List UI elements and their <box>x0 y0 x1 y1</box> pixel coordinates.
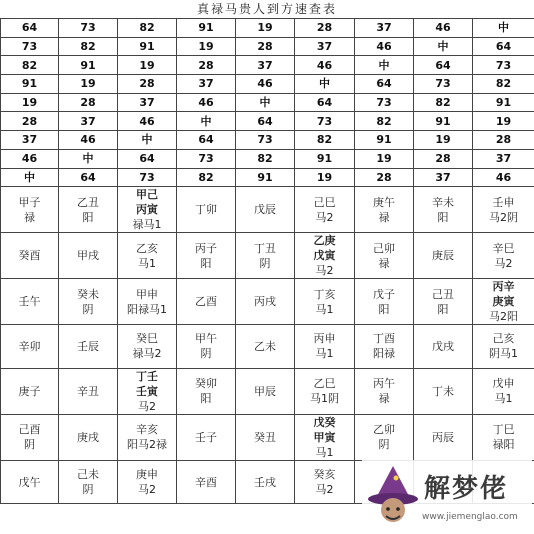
ganzhi-cell <box>355 233 414 279</box>
ganzhi-cell <box>355 279 414 325</box>
cell-line: 乙巳 <box>313 377 336 391</box>
ganzhi-cell <box>59 368 118 414</box>
number-cell: 64 <box>473 37 534 56</box>
ganzhi-cell <box>236 187 295 233</box>
number-cell: 82 <box>473 75 534 94</box>
number-cell: 19 <box>1 93 59 112</box>
cell-line: 禄 <box>378 210 390 224</box>
cell-line: 壬辰 <box>77 339 99 353</box>
cell-line: 禄马2 <box>132 347 162 361</box>
cell-line: 甲己 <box>136 188 158 202</box>
ganzhi-cell <box>414 368 473 414</box>
cell-line: 马2 <box>315 483 334 497</box>
ganzhi-cell <box>118 279 177 325</box>
number-cell: 82 <box>118 19 177 38</box>
cell-line: 丁亥 <box>313 287 336 301</box>
ganzhi-cell <box>177 460 236 504</box>
number-cell: 37 <box>295 37 355 56</box>
ganzhi-cell <box>1 233 59 279</box>
ganzhi-cell <box>355 414 414 460</box>
number-cell: 28 <box>177 56 236 75</box>
ganzhi-cell <box>473 414 534 460</box>
cell-line: 阴 <box>82 302 94 316</box>
ganzhi-cell <box>236 414 295 460</box>
cell-line: 阳禄 <box>373 347 395 361</box>
cell-line: 乙未 <box>254 339 276 353</box>
cell-line: 庚子 <box>18 384 41 398</box>
cell-line: 甲寅 <box>313 430 336 444</box>
number-cell: 91 <box>473 93 534 112</box>
cell-line: 禄阳 <box>492 438 515 452</box>
number-cell: 91 <box>59 56 118 75</box>
ganzhi-cell <box>295 187 355 233</box>
cell-line: 丙辰 <box>432 430 454 444</box>
number-cell: 19 <box>414 131 473 150</box>
cell-line: 丙午 <box>373 377 395 391</box>
number-cell: 37 <box>473 149 534 168</box>
cell-line: 马2 <box>315 264 334 278</box>
number-row <box>1 93 534 112</box>
number-cell: 37 <box>236 56 295 75</box>
cell-line: 戊辰 <box>254 203 276 217</box>
ganzhi-cell <box>355 187 414 233</box>
cell-line: 戊寅 <box>313 249 336 263</box>
ganzhi-cell <box>59 279 118 325</box>
ganzhi-cell <box>59 460 118 504</box>
number-cell: 91 <box>1 75 59 94</box>
number-row <box>1 168 534 187</box>
cell-line: 庚戌 <box>77 430 99 444</box>
cell-line: 辛未 <box>432 195 454 209</box>
number-cell: 19 <box>355 149 414 168</box>
ganzhi-cell <box>118 414 177 460</box>
cell-line: 壬子 <box>195 430 217 444</box>
cell-line: 戊癸 <box>313 415 336 429</box>
number-cell: 64 <box>59 168 118 187</box>
ganzhi-cell <box>414 187 473 233</box>
cell-line: 癸丑 <box>254 430 276 444</box>
number-cell: 37 <box>1 131 59 150</box>
cell-line: 戊申 <box>492 377 515 391</box>
cell-line: 癸巳 <box>136 332 158 346</box>
cell-line: 乙卯 <box>373 423 395 437</box>
cell-line: 辛亥 <box>136 423 158 437</box>
number-row <box>1 112 534 131</box>
number-cell: 28 <box>355 168 414 187</box>
lookup-table <box>0 18 534 504</box>
cell-line: 禄 <box>24 210 35 224</box>
cell-line: 马1 <box>138 256 156 270</box>
cell-line: 阳 <box>378 302 390 316</box>
number-cell: 中 <box>59 149 118 168</box>
number-cell: 19 <box>236 19 295 38</box>
cell-line: 禄马1 <box>132 218 162 232</box>
cell-line: 马2 <box>138 399 156 413</box>
number-cell: 64 <box>295 93 355 112</box>
ganzhi-cell <box>236 460 295 504</box>
cell-line: 丁未 <box>432 384 454 398</box>
cell-line: 甲子 <box>18 195 41 209</box>
cell-line: 乙酉 <box>195 295 217 309</box>
cell-line: 甲辰 <box>254 384 276 398</box>
cell-line: 己酉 <box>18 423 41 437</box>
number-cell: 37 <box>118 93 177 112</box>
ganzhi-cell <box>473 368 534 414</box>
cell-line: 禄 <box>378 392 390 406</box>
cell-line: 己巳 <box>313 195 336 209</box>
number-cell: 19 <box>295 168 355 187</box>
cell-line: 阳 <box>437 302 449 316</box>
cell-line: 阴马1 <box>489 347 518 361</box>
cell-line: 马1 <box>315 347 334 361</box>
cell-line: 阴 <box>82 483 94 497</box>
ganzhi-cell <box>295 414 355 460</box>
number-row <box>1 37 534 56</box>
number-cell: 64 <box>355 75 414 94</box>
cell-line: 阳 <box>82 210 94 224</box>
number-cell: 73 <box>59 19 118 38</box>
number-cell: 中 <box>414 37 473 56</box>
number-cell: 46 <box>355 37 414 56</box>
number-cell: 73 <box>118 168 177 187</box>
number-cell: 中 <box>118 131 177 150</box>
cell-line: 阳禄马1 <box>127 302 167 316</box>
cell-line: 阴 <box>378 438 390 452</box>
number-cell: 91 <box>414 112 473 131</box>
ganzhi-cell <box>59 187 118 233</box>
ganzhi-cell <box>295 368 355 414</box>
number-cell: 28 <box>473 131 534 150</box>
ganzhi-cell <box>177 368 236 414</box>
cell-line: 庚申 <box>136 468 158 482</box>
cell-line: 庚寅 <box>492 295 515 309</box>
ganzhi-cell <box>59 325 118 369</box>
number-cell: 64 <box>236 112 295 131</box>
ganzhi-cell <box>295 460 355 504</box>
number-cell: 82 <box>414 93 473 112</box>
ganzhi-cell <box>414 325 473 369</box>
ganzhi-cell <box>236 233 295 279</box>
number-cell: 中 <box>295 75 355 94</box>
cell-line: 禄 <box>378 256 390 270</box>
cell-line: 庚午 <box>373 195 395 209</box>
cell-line: 马1 <box>315 445 334 459</box>
number-cell: 73 <box>414 75 473 94</box>
ganzhi-cell <box>414 279 473 325</box>
cell-line: 阴 <box>200 347 212 361</box>
cell-line: 辛卯 <box>18 339 41 353</box>
number-cell: 19 <box>118 56 177 75</box>
number-cell: 91 <box>118 37 177 56</box>
ganzhi-row <box>1 368 534 414</box>
number-cell: 91 <box>177 19 236 38</box>
ganzhi-cell <box>1 414 59 460</box>
cell-line: 庚辰 <box>432 249 454 263</box>
ganzhi-cell <box>59 414 118 460</box>
cell-line: 戊午 <box>18 475 41 489</box>
cell-line: 马1阴 <box>310 392 339 406</box>
number-cell: 91 <box>236 168 295 187</box>
cell-line: 马2 <box>494 256 513 270</box>
ganzhi-cell <box>1 325 59 369</box>
cell-line: 乙庚 <box>313 234 336 248</box>
ganzhi-cell <box>177 233 236 279</box>
cell-line: 阳马2禄 <box>127 438 167 452</box>
ganzhi-cell <box>177 187 236 233</box>
cell-line: 马1 <box>315 302 334 316</box>
cell-line: 癸酉 <box>18 249 41 263</box>
ganzhi-cell <box>355 368 414 414</box>
number-cell: 中 <box>1 168 59 187</box>
cell-line: 丁卯 <box>195 203 217 217</box>
number-cell: 28 <box>236 37 295 56</box>
cell-line: 丙寅 <box>136 203 158 217</box>
cell-line: 癸亥 <box>313 468 336 482</box>
number-cell: 37 <box>59 112 118 131</box>
number-row <box>1 19 534 38</box>
cell-line: 辛丑 <box>77 384 99 398</box>
number-cell: 19 <box>177 37 236 56</box>
number-cell: 82 <box>295 131 355 150</box>
cell-line: 马2阳 <box>489 310 518 324</box>
number-cell: 28 <box>414 149 473 168</box>
ganzhi-cell <box>295 279 355 325</box>
ganzhi-cell <box>118 325 177 369</box>
ganzhi-cell <box>1 460 59 504</box>
number-cell: 91 <box>295 149 355 168</box>
number-cell: 46 <box>118 112 177 131</box>
cell-line: 己卯 <box>373 241 395 255</box>
cell-line: 丁丑 <box>254 241 276 255</box>
ganzhi-cell <box>59 233 118 279</box>
cell-line: 马2阴 <box>489 210 518 224</box>
cell-line: 阳 <box>437 210 449 224</box>
number-cell: 64 <box>118 149 177 168</box>
number-cell: 46 <box>177 93 236 112</box>
cell-line: 癸未 <box>77 287 99 301</box>
number-cell: 28 <box>295 19 355 38</box>
number-cell: 73 <box>177 149 236 168</box>
number-cell: 19 <box>473 112 534 131</box>
ganzhi-cell <box>295 233 355 279</box>
ganzhi-cell <box>177 325 236 369</box>
number-cell: 19 <box>59 75 118 94</box>
cell-line: 己亥 <box>492 332 515 346</box>
number-cell: 46 <box>295 56 355 75</box>
number-cell: 73 <box>236 131 295 150</box>
number-cell: 64 <box>1 19 59 38</box>
number-cell: 28 <box>118 75 177 94</box>
ganzhi-cell <box>236 279 295 325</box>
cell-line: 壬寅 <box>136 384 158 398</box>
number-cell: 73 <box>355 93 414 112</box>
cell-line: 甲午 <box>195 332 217 346</box>
cell-line: 马2 <box>315 210 334 224</box>
cell-line: 辛巳 <box>492 241 515 255</box>
number-cell: 46 <box>59 131 118 150</box>
cell-line: 马2 <box>138 483 156 497</box>
number-cell: 46 <box>414 19 473 38</box>
cell-line: 甲戌 <box>77 249 99 263</box>
ganzhi-cell <box>473 325 534 369</box>
number-cell: 中 <box>473 19 534 38</box>
cell-line: 甲申 <box>136 287 158 301</box>
number-cell: 37 <box>355 19 414 38</box>
cell-line: 阴 <box>24 438 35 452</box>
cell-line: 马1 <box>494 392 513 406</box>
ganzhi-row <box>1 233 534 279</box>
ganzhi-cell <box>1 187 59 233</box>
cell-line: 壬午 <box>18 295 41 309</box>
ganzhi-cell <box>414 414 473 460</box>
number-cell: 中 <box>355 56 414 75</box>
ganzhi-cell <box>118 233 177 279</box>
number-cell: 46 <box>1 149 59 168</box>
ganzhi-cell <box>1 279 59 325</box>
number-cell: 82 <box>177 168 236 187</box>
ganzhi-cell <box>473 187 534 233</box>
number-cell: 73 <box>1 37 59 56</box>
number-row <box>1 75 534 94</box>
cell-line: 戊戌 <box>432 339 454 353</box>
ganzhi-cell <box>473 279 534 325</box>
cell-line: 丙申 <box>313 332 336 346</box>
ganzhi-cell <box>355 325 414 369</box>
cell-line: 阳 <box>200 256 212 270</box>
number-cell: 46 <box>473 168 534 187</box>
cell-line: 丁壬 <box>136 369 158 383</box>
number-cell: 37 <box>414 168 473 187</box>
ganzhi-cell <box>118 460 177 504</box>
ganzhi-cell <box>1 368 59 414</box>
ganzhi-cell <box>473 233 534 279</box>
ganzhi-cell <box>118 187 177 233</box>
cell-line: 丁巳 <box>492 423 515 437</box>
ganzhi-row <box>1 187 534 233</box>
number-row <box>1 56 534 75</box>
cell-line: 己未 <box>77 468 99 482</box>
cell-line: 壬戌 <box>254 475 276 489</box>
watermark-text: 解梦佬 <box>424 474 509 504</box>
ganzhi-row <box>1 325 534 369</box>
number-cell: 28 <box>59 93 118 112</box>
ganzhi-cell <box>177 414 236 460</box>
ganzhi-cell <box>236 325 295 369</box>
cell-line: 丙子 <box>195 241 217 255</box>
ganzhi-row <box>1 279 534 325</box>
wizard-hat-icon <box>366 464 420 524</box>
cell-line: 戊子 <box>373 287 395 301</box>
cell-line: 癸卯 <box>195 377 217 391</box>
number-cell: 82 <box>355 112 414 131</box>
number-cell: 73 <box>295 112 355 131</box>
number-cell: 46 <box>236 75 295 94</box>
number-cell: 28 <box>1 112 59 131</box>
number-cell: 中 <box>236 93 295 112</box>
cell-line: 壬申 <box>492 195 515 209</box>
ganzhi-row <box>1 414 534 460</box>
cell-line: 阴 <box>259 256 271 270</box>
site-watermark <box>362 460 532 532</box>
number-cell: 82 <box>236 149 295 168</box>
cell-line: 丁酉 <box>373 332 395 346</box>
cell-line: 丙戌 <box>254 295 276 309</box>
number-row <box>1 149 534 168</box>
ganzhi-cell <box>118 368 177 414</box>
cell-line: 丙辛 <box>492 280 515 294</box>
cell-line: 阳 <box>200 392 212 406</box>
number-cell: 中 <box>177 112 236 131</box>
watermark-url: www.jiemenglao.com <box>422 512 518 522</box>
number-cell: 64 <box>177 131 236 150</box>
page-title: 真禄马贵人到方速查表 <box>196 2 337 16</box>
cell-line: 己丑 <box>432 287 454 301</box>
cell-line: 乙亥 <box>136 241 158 255</box>
number-cell: 91 <box>355 131 414 150</box>
cell-line: 辛酉 <box>195 475 217 489</box>
number-cell: 82 <box>59 37 118 56</box>
number-cell: 73 <box>473 56 534 75</box>
ganzhi-cell <box>177 279 236 325</box>
cell-line: 乙丑 <box>77 195 99 209</box>
number-cell: 37 <box>177 75 236 94</box>
number-row <box>1 131 534 150</box>
number-cell: 82 <box>1 56 59 75</box>
ganzhi-cell <box>295 325 355 369</box>
number-cell: 64 <box>414 56 473 75</box>
ganzhi-cell <box>236 368 295 414</box>
ganzhi-cell <box>414 233 473 279</box>
